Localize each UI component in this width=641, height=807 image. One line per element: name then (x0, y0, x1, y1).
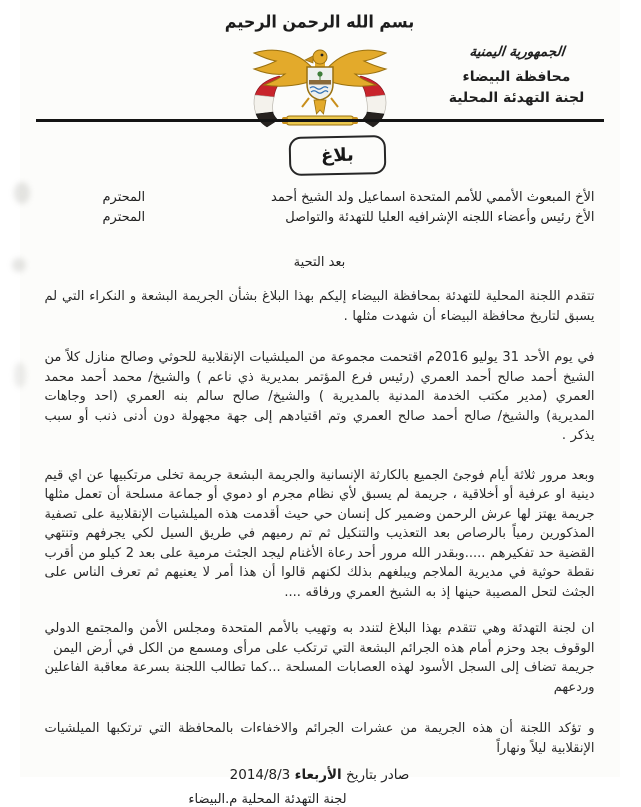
eagle-head (314, 50, 328, 64)
addressee-honorific: المحترم (103, 190, 147, 205)
addressee-text: الأخ رئيس وأعضاء اللجنه الإشرافيه العليا للتهدئة والتواصل (286, 210, 596, 226)
letter-body (46, 128, 596, 807)
yemen-emblem (246, 34, 396, 132)
addressee-row (104, 208, 596, 228)
yemen-emblem-graphic (246, 34, 396, 128)
addressee-row (104, 188, 596, 208)
addressee-block (46, 188, 596, 228)
issue-date-line (46, 767, 596, 783)
body-paragraph-2: في يوم الأحد 31 يوليو 2016م اقتحمت مجموعة من الميلشيات الإنقلابية للحوثي وصالح منازل كلاً من الشيخ أحمد صالح أحمد العمري (رئيس فرع المؤتمر بمديرية ذي ناعم ) والشيخ/ محمد أحمد محمد العمري (مدير مكتب الخدمة المدنية بالمديرية ) والشيخ/ صالح سالم بنه العمري (احد وجاهات المديرية) والشيخ/ صالح أحمد صالح العمري وتم اقتيادهم إلى جهة مجهولة دون أدنى ذنب أو سبب يذكر . (45, 350, 596, 444)
issued-date: 2014/8/3 (230, 767, 292, 784)
eagle-eye (321, 54, 324, 57)
addressee-text: الأخ المبعوث الأممي للأمم المتحدة اسماعيل ولد الشيخ أحمد (272, 190, 596, 205)
body-paragraph-4: ان لجنة التهدئة وهي تتقدم بهذا البلاغ لتندد به وتهيب بالأمم المتحدة ومجلس الأمن والمجتمع الدولي الوقوف بجد وحزم أمام هذه الجرائم البشعة التي ترتكب على مرأى ومسمع من الكل في أرض اليمن (45, 621, 596, 656)
body-paragraph-6: و تؤكد اللجنة أن هذه الجريمة من عشرات الجرائم والاخفاءات بالمحافظة التي ترتكبها الميلشيات الإنقلابية ليلاً ونهاراً (45, 721, 596, 756)
republic-name: الجمهورية اليمنية (469, 44, 566, 60)
header-rule (37, 119, 605, 122)
communique-title-box: بلاغ (290, 135, 388, 176)
scan-smudge (15, 182, 31, 204)
committee-name: لجنة التهدئة المحلية (449, 90, 586, 107)
body-paragraph-5: جريمة تضاف إلى السجل الأسود لهذه العصابات المسلحة ...كما تطالب اللجنة بسرعة معاقبة الفاعلين وردعهم (45, 660, 596, 695)
issued-prefix: صادر بتاريخ (347, 767, 411, 784)
addressee-honorific: المحترم (103, 210, 147, 226)
eagle-tail (315, 100, 327, 114)
document-page (21, 0, 621, 807)
governorate-name: محافظة البيضاء (463, 69, 572, 86)
bismillah-calligraphy: بسم الله الرحمن الرحيم (225, 11, 416, 32)
coffee-plant (318, 71, 323, 76)
marib-dam (310, 80, 332, 85)
eagle-talon (332, 98, 339, 107)
letterhead-right (425, 42, 611, 109)
body-paragraph-3: وبعد مرور ثلاثة أيام فوجئ الجميع بالكارثة الإنسانية والجريمة البشعة جريمة تخلى مرتكبيها عن اي قيم دينية او عرفية أو أخلاقية ، جريمة لم يسبق لأي نظام مجرم او دموي أو جماعة مسلحة أن تعمل مثلها جريمة يهتز لها عرش الرحمن وضمير كل إنسان حي حيث أقدمت هذه الميلشيات الإنقلابية على تصفية المذكورين رمياً بالرصاص بعد التعذيب والتنكيل ثم تم رميهم في طريق السيل لكي يجرفهم وتنتهي القضية حد تفكيرهم .....وبقدر الله مرور أحد رعاة الأغنام ليجد الجثث مرمية على بعد 2 كيلو من أقرب نقطة حوثية في مديرية الملاجم ويبلغهم بذلك لكنهم قالوا أن هذا أمر لا يعنيهم ثم تعرف الناس على الجثث لتحل المصيبة حينها إذ به الشيخ العمري ورفاقه .... (45, 467, 596, 600)
signature-line: لجنة التهدئة المحلية م.البيضاء (189, 792, 348, 807)
issued-day: الأربعاء (295, 767, 343, 784)
body-paragraph-1: تتقدم اللجنة المحلية للتهدئة بمحافظة البيضاء إليكم بهذا البلاغ بشأن الجريمة البشعة و النكراء التي لم يسبق لتاريخ محافظة البيضاء أن شهدت مثلها . (45, 289, 596, 324)
scan-smudge (15, 362, 27, 388)
scan-smudge (13, 258, 27, 272)
eagle-talon (303, 98, 310, 107)
salutation: بعد التحية (294, 255, 347, 271)
